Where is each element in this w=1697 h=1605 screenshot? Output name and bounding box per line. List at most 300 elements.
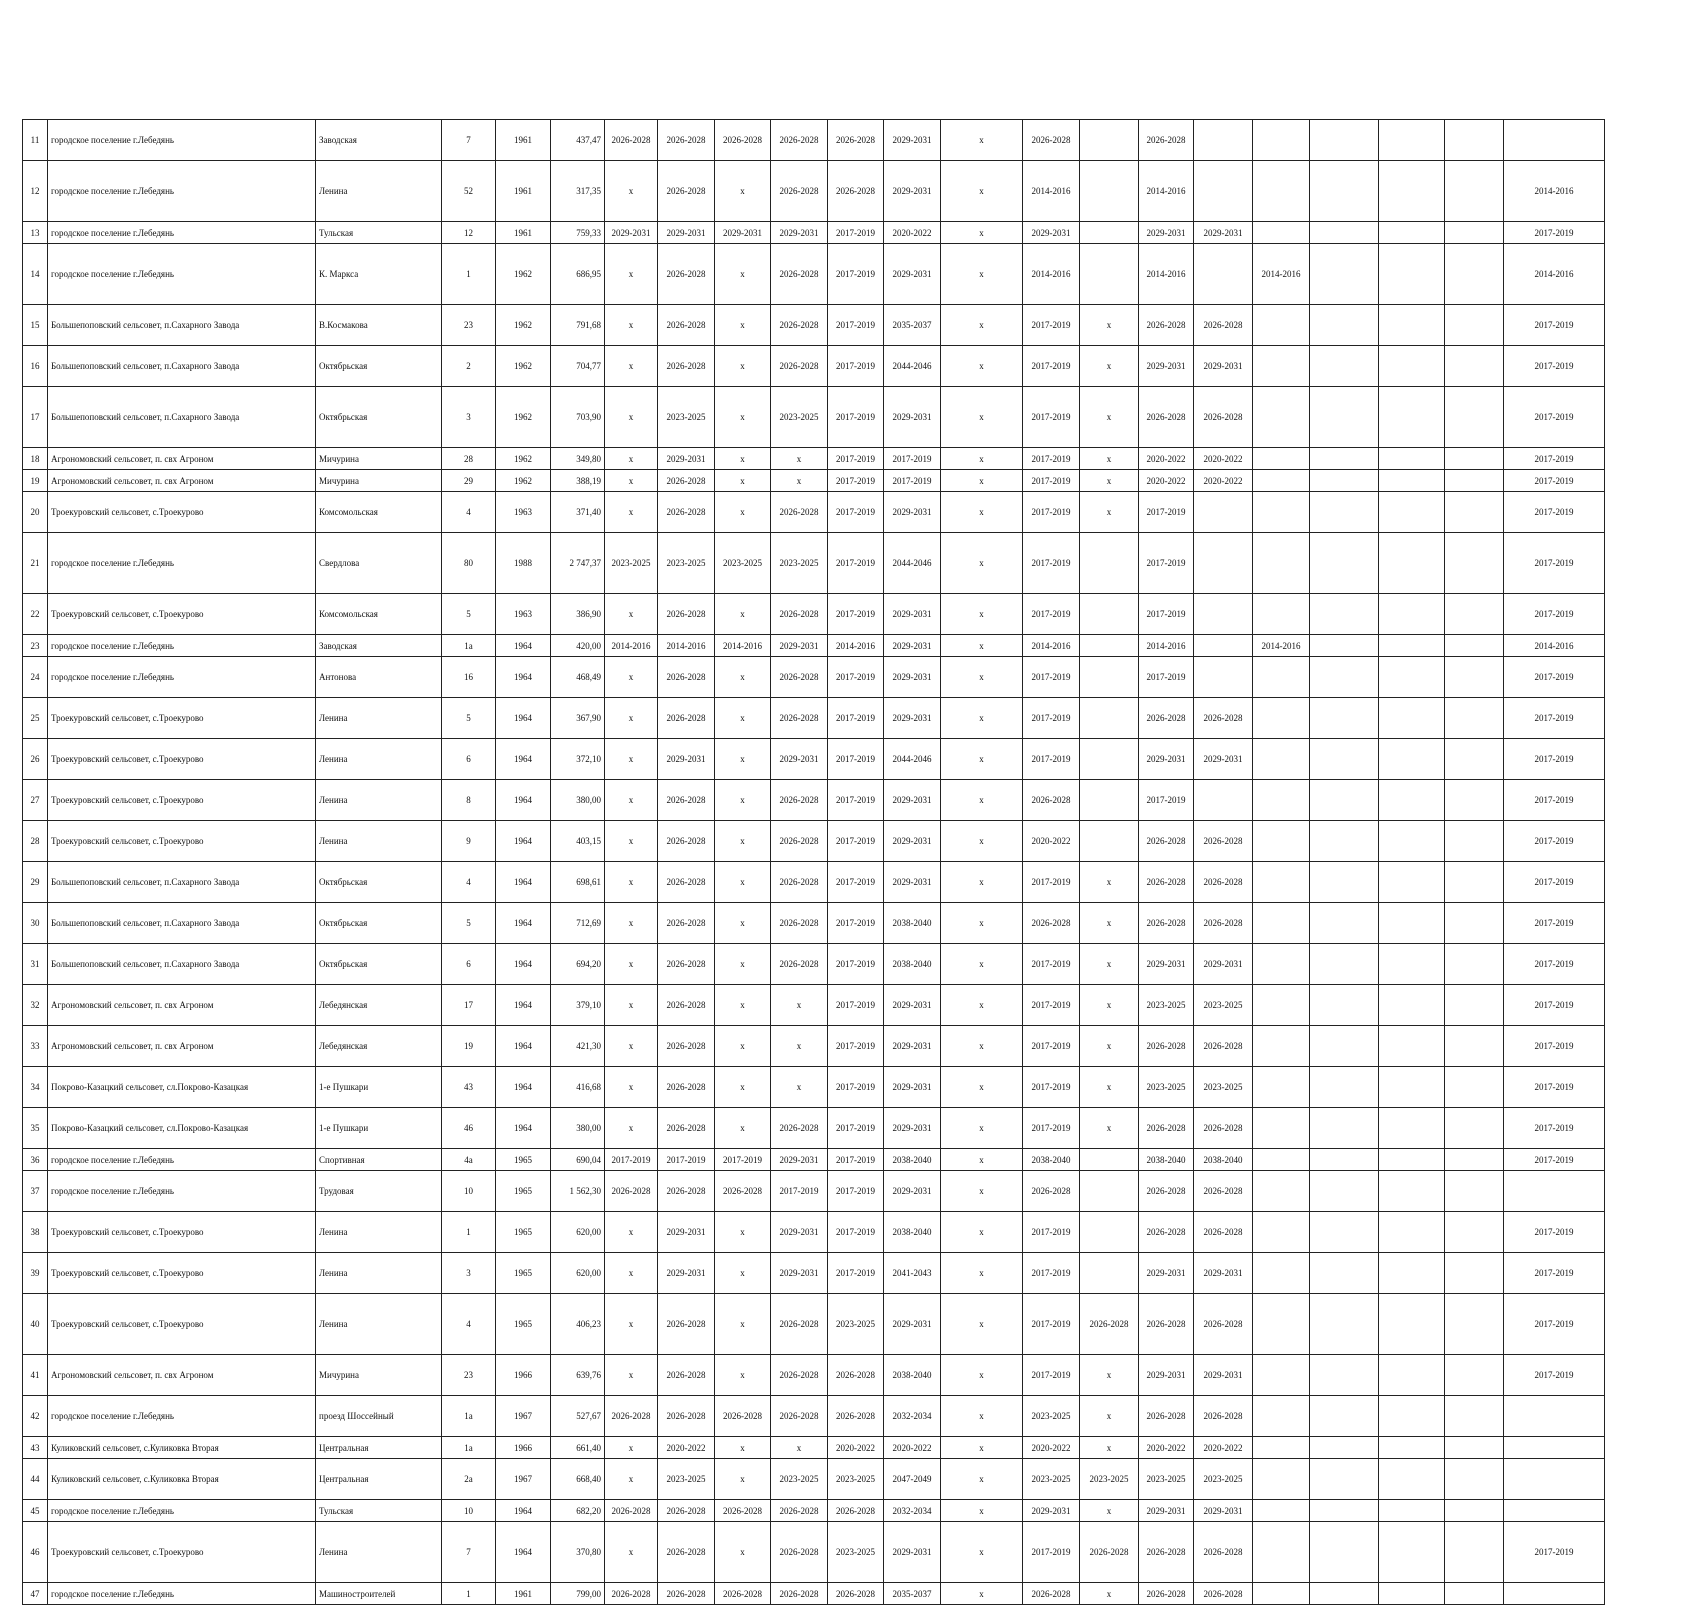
- municipality-cell: Троекуровский сельсовет, с.Троекурово: [48, 1253, 316, 1294]
- repair-period-cell: 2029-2031: [884, 492, 941, 533]
- row-number-cell: 42: [23, 1396, 48, 1437]
- repair-period-cell: х: [941, 1459, 1023, 1500]
- repair-period-cell: х: [941, 1500, 1023, 1522]
- repair-period-cell: 2029-2031: [1139, 1355, 1194, 1396]
- repair-period-cell: [1379, 1355, 1445, 1396]
- repair-period-cell: [1253, 1355, 1310, 1396]
- repair-period-cell: 2038-2040: [884, 944, 941, 985]
- repair-period-cell: [1379, 1253, 1445, 1294]
- repair-period-cell: 2014-2016: [1253, 244, 1310, 305]
- repair-period-cell: 2023-2025: [1139, 985, 1194, 1026]
- repair-period-cell: [1080, 533, 1139, 594]
- repair-period-cell: [1445, 1522, 1504, 1583]
- repair-period-cell: 2023-2025: [828, 1459, 884, 1500]
- repair-period-cell: 2038-2040: [884, 903, 941, 944]
- repair-period-cell: [1310, 305, 1379, 346]
- repair-period-cell: 2017-2019: [828, 470, 884, 492]
- municipality-cell: Большепоповский сельсовет, п.Сахарного Завода: [48, 903, 316, 944]
- repair-period-cell: 2026-2028: [771, 1396, 828, 1437]
- repair-period-cell: х: [605, 1067, 658, 1108]
- repair-period-cell: [1253, 821, 1310, 862]
- repair-period-cell: х: [605, 1437, 658, 1459]
- repair-period-cell: 2026-2028: [1194, 1212, 1253, 1253]
- repair-period-cell: [1310, 533, 1379, 594]
- repair-period-cell: 2029-2031: [1194, 944, 1253, 985]
- repair-period-cell: 2029-2031: [1139, 739, 1194, 780]
- repair-period-cell: 2026-2028: [1023, 1583, 1080, 1605]
- repair-period-cell: 2026-2028: [1194, 1294, 1253, 1355]
- house-number-cell: 4а: [442, 1149, 496, 1171]
- build-year-cell: 1964: [496, 1067, 551, 1108]
- repair-period-cell: [1310, 387, 1379, 448]
- row-number-cell: 31: [23, 944, 48, 985]
- repair-period-cell: 2026-2028: [715, 1396, 771, 1437]
- repair-period-cell: [1379, 1171, 1445, 1212]
- repair-period-cell: 2017-2019: [884, 470, 941, 492]
- table-row: [23, 944, 1605, 985]
- area-cell: 317,35: [551, 161, 605, 222]
- repair-period-cell: 2029-2031: [884, 244, 941, 305]
- repair-period-cell: х: [715, 387, 771, 448]
- repair-period-cell: [1194, 780, 1253, 821]
- build-year-cell: 1964: [496, 780, 551, 821]
- repair-period-cell: [1253, 1253, 1310, 1294]
- repair-period-cell: 2017-2019: [1504, 780, 1605, 821]
- table-row: [23, 1294, 1605, 1355]
- repair-period-cell: [1080, 594, 1139, 635]
- repair-period-cell: 2026-2028: [771, 161, 828, 222]
- repair-period-cell: 2017-2019: [1504, 903, 1605, 944]
- repair-period-cell: [1253, 1212, 1310, 1253]
- table-row: [23, 161, 1605, 222]
- row-number-cell: 41: [23, 1355, 48, 1396]
- repair-period-cell: 2044-2046: [884, 346, 941, 387]
- repair-period-cell: 2029-2031: [1194, 1355, 1253, 1396]
- municipality-cell: Куликовский сельсовет, с.Куликовка Вторая: [48, 1437, 316, 1459]
- repair-period-cell: [1194, 492, 1253, 533]
- repair-period-cell: 2026-2028: [1194, 1396, 1253, 1437]
- repair-period-cell: х: [605, 780, 658, 821]
- area-cell: 682,20: [551, 1500, 605, 1522]
- row-number-cell: 13: [23, 222, 48, 244]
- repair-period-cell: [1445, 1500, 1504, 1522]
- repair-period-cell: 2017-2019: [1504, 346, 1605, 387]
- repair-period-cell: [1445, 387, 1504, 448]
- area-cell: 712,69: [551, 903, 605, 944]
- repair-period-cell: [1310, 222, 1379, 244]
- repair-period-cell: 2026-2028: [1194, 305, 1253, 346]
- table-row: [23, 1108, 1605, 1149]
- repair-period-cell: [1445, 1212, 1504, 1253]
- street-cell: Тульская: [316, 222, 442, 244]
- repair-period-cell: 2026-2028: [771, 944, 828, 985]
- house-number-cell: 8: [442, 780, 496, 821]
- repair-period-cell: [1080, 1171, 1139, 1212]
- repair-period-cell: [1310, 1500, 1379, 1522]
- repair-period-cell: 2038-2040: [1023, 1149, 1080, 1171]
- repair-period-cell: х: [1080, 862, 1139, 903]
- repair-period-cell: [1445, 985, 1504, 1026]
- repair-period-cell: 2026-2028: [771, 492, 828, 533]
- repair-period-cell: 2026-2028: [1139, 698, 1194, 739]
- repair-period-cell: х: [605, 1355, 658, 1396]
- repair-period-cell: [1253, 594, 1310, 635]
- repair-period-cell: 2023-2025: [771, 533, 828, 594]
- repair-period-cell: [1194, 244, 1253, 305]
- repair-period-cell: х: [605, 1459, 658, 1500]
- table-row: [23, 821, 1605, 862]
- repair-period-cell: 2026-2028: [771, 120, 828, 161]
- row-number-cell: 15: [23, 305, 48, 346]
- street-cell: Октябрьская: [316, 862, 442, 903]
- repair-period-cell: х: [605, 1253, 658, 1294]
- repair-period-cell: [1253, 305, 1310, 346]
- repair-period-cell: 2017-2019: [1504, 1108, 1605, 1149]
- repair-period-cell: [1445, 635, 1504, 657]
- repair-period-cell: [1379, 244, 1445, 305]
- row-number-cell: 43: [23, 1437, 48, 1459]
- repair-period-cell: [1445, 222, 1504, 244]
- repair-period-cell: 2026-2028: [1139, 862, 1194, 903]
- row-number-cell: 46: [23, 1522, 48, 1583]
- table-row: [23, 1522, 1605, 1583]
- repair-period-cell: 2017-2019: [1023, 1026, 1080, 1067]
- repair-period-cell: 2023-2025: [1023, 1396, 1080, 1437]
- repair-period-cell: 2017-2019: [828, 305, 884, 346]
- repair-period-cell: [1445, 657, 1504, 698]
- table-row: [23, 1026, 1605, 1067]
- repair-period-cell: 2029-2031: [658, 739, 715, 780]
- area-cell: 406,23: [551, 1294, 605, 1355]
- repair-period-cell: х: [715, 1437, 771, 1459]
- repair-period-cell: [1310, 1522, 1379, 1583]
- repair-period-cell: [1379, 1108, 1445, 1149]
- repair-period-cell: 2014-2016: [1139, 635, 1194, 657]
- area-cell: 468,49: [551, 657, 605, 698]
- repair-period-cell: [1445, 1583, 1504, 1605]
- table-row: [23, 739, 1605, 780]
- table-row: [23, 120, 1605, 161]
- build-year-cell: 1965: [496, 1171, 551, 1212]
- repair-period-cell: 2026-2028: [828, 1396, 884, 1437]
- house-number-cell: 7: [442, 1522, 496, 1583]
- municipality-cell: Троекуровский сельсовет, с.Троекурово: [48, 780, 316, 821]
- repair-period-cell: [1379, 222, 1445, 244]
- repair-period-cell: 2026-2028: [828, 120, 884, 161]
- repair-period-cell: 2029-2031: [771, 1212, 828, 1253]
- municipality-cell: Большепоповский сельсовет, п.Сахарного Завода: [48, 346, 316, 387]
- repair-period-cell: 2038-2040: [1139, 1149, 1194, 1171]
- row-number-cell: 27: [23, 780, 48, 821]
- repair-period-cell: 2026-2028: [658, 120, 715, 161]
- repair-period-cell: х: [1080, 448, 1139, 470]
- repair-period-cell: 2017-2019: [1023, 1253, 1080, 1294]
- build-year-cell: 1962: [496, 244, 551, 305]
- table-row: [23, 1583, 1605, 1605]
- area-cell: 620,00: [551, 1253, 605, 1294]
- table-row: [23, 448, 1605, 470]
- repair-period-cell: [1504, 1500, 1605, 1522]
- repair-period-cell: 2026-2028: [658, 944, 715, 985]
- repair-period-cell: х: [715, 244, 771, 305]
- repair-period-cell: х: [715, 1067, 771, 1108]
- repair-period-cell: [1379, 739, 1445, 780]
- row-number-cell: 32: [23, 985, 48, 1026]
- repair-period-cell: 2017-2019: [1023, 594, 1080, 635]
- repair-period-cell: х: [605, 492, 658, 533]
- repair-period-cell: х: [941, 1067, 1023, 1108]
- build-year-cell: 1962: [496, 305, 551, 346]
- municipality-cell: городское поселение г.Лебедянь: [48, 161, 316, 222]
- repair-period-cell: [1253, 492, 1310, 533]
- area-cell: 379,10: [551, 985, 605, 1026]
- build-year-cell: 1962: [496, 448, 551, 470]
- repair-period-cell: 2017-2019: [828, 985, 884, 1026]
- repair-period-cell: 2026-2028: [828, 1500, 884, 1522]
- repair-period-cell: 2017-2019: [1139, 657, 1194, 698]
- repair-period-cell: 2017-2019: [1139, 594, 1194, 635]
- repair-period-cell: х: [605, 161, 658, 222]
- repair-period-cell: [1253, 698, 1310, 739]
- repair-period-cell: х: [771, 1437, 828, 1459]
- repair-period-cell: х: [941, 1171, 1023, 1212]
- street-cell: Ленина: [316, 821, 442, 862]
- repair-period-cell: [1504, 1437, 1605, 1459]
- repair-period-cell: [1310, 862, 1379, 903]
- repair-period-cell: х: [715, 161, 771, 222]
- build-year-cell: 1966: [496, 1437, 551, 1459]
- house-number-cell: 19: [442, 1026, 496, 1067]
- repair-period-cell: х: [715, 821, 771, 862]
- repair-period-cell: 2017-2019: [828, 448, 884, 470]
- repair-period-cell: х: [941, 305, 1023, 346]
- house-number-cell: 10: [442, 1500, 496, 1522]
- house-number-cell: 2а: [442, 1459, 496, 1500]
- repair-period-cell: 2026-2028: [828, 161, 884, 222]
- house-number-cell: 4: [442, 862, 496, 903]
- table-row: [23, 1355, 1605, 1396]
- area-cell: 1 562,30: [551, 1171, 605, 1212]
- repair-period-cell: 2023-2025: [1194, 1459, 1253, 1500]
- repair-period-cell: 2026-2028: [658, 1396, 715, 1437]
- repair-period-cell: 2026-2028: [1139, 903, 1194, 944]
- repair-period-cell: 2026-2028: [1139, 821, 1194, 862]
- municipality-cell: Троекуровский сельсовет, с.Троекурово: [48, 1294, 316, 1355]
- build-year-cell: 1964: [496, 1500, 551, 1522]
- house-number-cell: 1а: [442, 1396, 496, 1437]
- repair-period-cell: х: [941, 944, 1023, 985]
- repair-period-cell: [1379, 903, 1445, 944]
- repair-period-cell: х: [1080, 1437, 1139, 1459]
- repair-period-cell: [1310, 1437, 1379, 1459]
- repair-period-cell: [1445, 1108, 1504, 1149]
- street-cell: Мичурина: [316, 448, 442, 470]
- repair-period-cell: 2029-2031: [884, 780, 941, 821]
- schedule-table: [22, 119, 1605, 1605]
- repair-period-cell: 2032-2034: [884, 1396, 941, 1437]
- build-year-cell: 1961: [496, 161, 551, 222]
- street-cell: Трудовая: [316, 1171, 442, 1212]
- table-row: [23, 470, 1605, 492]
- repair-period-cell: [1445, 698, 1504, 739]
- repair-period-cell: 2026-2028: [658, 780, 715, 821]
- repair-period-cell: [1253, 780, 1310, 821]
- row-number-cell: 38: [23, 1212, 48, 1253]
- repair-period-cell: 2017-2019: [1504, 1212, 1605, 1253]
- municipality-cell: Троекуровский сельсовет, с.Троекурово: [48, 594, 316, 635]
- repair-period-cell: [1310, 1212, 1379, 1253]
- repair-period-cell: 2038-2040: [1194, 1149, 1253, 1171]
- repair-period-cell: [1379, 698, 1445, 739]
- street-cell: проезд Шоссейный: [316, 1396, 442, 1437]
- repair-period-cell: [1445, 1355, 1504, 1396]
- repair-period-cell: [1310, 1108, 1379, 1149]
- repair-period-cell: х: [1080, 1396, 1139, 1437]
- repair-period-cell: х: [941, 1026, 1023, 1067]
- table-row: [23, 244, 1605, 305]
- repair-period-cell: 2017-2019: [1504, 1067, 1605, 1108]
- build-year-cell: 1961: [496, 120, 551, 161]
- repair-period-cell: 2029-2031: [1194, 739, 1253, 780]
- repair-period-cell: [1310, 635, 1379, 657]
- repair-period-cell: 2026-2028: [1139, 1583, 1194, 1605]
- repair-period-cell: [1379, 862, 1445, 903]
- repair-period-cell: 2029-2031: [1139, 1253, 1194, 1294]
- repair-period-cell: х: [715, 985, 771, 1026]
- area-cell: 372,10: [551, 739, 605, 780]
- repair-period-cell: 2014-2016: [828, 635, 884, 657]
- repair-period-cell: 2017-2019: [828, 698, 884, 739]
- area-cell: 2 747,37: [551, 533, 605, 594]
- repair-period-cell: 2023-2025: [828, 1294, 884, 1355]
- repair-period-cell: 2026-2028: [658, 161, 715, 222]
- build-year-cell: 1964: [496, 903, 551, 944]
- repair-period-cell: [1253, 161, 1310, 222]
- repair-period-cell: [1253, 533, 1310, 594]
- repair-period-cell: [1379, 985, 1445, 1026]
- repair-period-cell: [1080, 635, 1139, 657]
- repair-period-cell: [1379, 305, 1445, 346]
- repair-period-cell: х: [941, 120, 1023, 161]
- repair-period-cell: х: [605, 1294, 658, 1355]
- repair-period-cell: [1445, 1294, 1504, 1355]
- repair-period-cell: х: [1080, 305, 1139, 346]
- repair-period-cell: [1379, 594, 1445, 635]
- build-year-cell: 1965: [496, 1294, 551, 1355]
- repair-period-cell: [1379, 1212, 1445, 1253]
- repair-period-cell: х: [1080, 985, 1139, 1026]
- repair-period-cell: [1080, 244, 1139, 305]
- table-row: [23, 780, 1605, 821]
- repair-period-cell: х: [941, 1583, 1023, 1605]
- repair-period-cell: 2029-2031: [884, 821, 941, 862]
- build-year-cell: 1964: [496, 657, 551, 698]
- repair-period-cell: [1379, 1500, 1445, 1522]
- area-cell: 620,00: [551, 1212, 605, 1253]
- build-year-cell: 1961: [496, 1583, 551, 1605]
- street-cell: Заводская: [316, 120, 442, 161]
- repair-period-cell: 2017-2019: [1504, 862, 1605, 903]
- area-cell: 370,80: [551, 1522, 605, 1583]
- street-cell: Комсомольская: [316, 594, 442, 635]
- repair-period-cell: 2029-2031: [1194, 1253, 1253, 1294]
- repair-period-cell: 2020-2022: [1023, 821, 1080, 862]
- municipality-cell: Большепоповский сельсовет, п.Сахарного Завода: [48, 944, 316, 985]
- repair-period-cell: 2017-2019: [658, 1149, 715, 1171]
- repair-period-cell: [1379, 346, 1445, 387]
- repair-period-cell: х: [715, 780, 771, 821]
- repair-period-cell: 2026-2028: [605, 1396, 658, 1437]
- repair-period-cell: 2029-2031: [1194, 1500, 1253, 1522]
- table-row: [23, 594, 1605, 635]
- repair-period-cell: х: [715, 492, 771, 533]
- repair-period-cell: 2026-2028: [658, 985, 715, 1026]
- repair-period-cell: х: [715, 1294, 771, 1355]
- repair-period-cell: [1253, 1294, 1310, 1355]
- repair-period-cell: 2017-2019: [828, 1067, 884, 1108]
- table-row: [23, 635, 1605, 657]
- house-number-cell: 1: [442, 1583, 496, 1605]
- repair-period-cell: 2029-2031: [1194, 346, 1253, 387]
- row-number-cell: 30: [23, 903, 48, 944]
- repair-period-cell: 2017-2019: [1504, 492, 1605, 533]
- repair-period-cell: 2023-2025: [1139, 1459, 1194, 1500]
- repair-period-cell: [1310, 448, 1379, 470]
- repair-period-cell: 2023-2025: [1139, 1067, 1194, 1108]
- repair-period-cell: [1445, 305, 1504, 346]
- repair-period-cell: 2026-2028: [715, 120, 771, 161]
- repair-period-cell: [1379, 1149, 1445, 1171]
- street-cell: Машиностроителей: [316, 1583, 442, 1605]
- row-number-cell: 35: [23, 1108, 48, 1149]
- repair-period-cell: [1253, 222, 1310, 244]
- municipality-cell: городское поселение г.Лебедянь: [48, 1396, 316, 1437]
- repair-period-cell: 2017-2019: [1023, 1067, 1080, 1108]
- repair-period-cell: [1310, 821, 1379, 862]
- repair-period-cell: 2029-2031: [605, 222, 658, 244]
- build-year-cell: 1964: [496, 985, 551, 1026]
- street-cell: 1-е Пушкари: [316, 1108, 442, 1149]
- repair-period-cell: [1253, 346, 1310, 387]
- repair-period-cell: 2026-2028: [1194, 698, 1253, 739]
- repair-period-cell: х: [1080, 346, 1139, 387]
- repair-period-cell: 2032-2034: [884, 1500, 941, 1522]
- municipality-cell: городское поселение г.Лебедянь: [48, 1500, 316, 1522]
- repair-period-cell: 2017-2019: [828, 492, 884, 533]
- repair-period-cell: 2017-2019: [1023, 492, 1080, 533]
- street-cell: Тульская: [316, 1500, 442, 1522]
- repair-period-cell: х: [715, 594, 771, 635]
- repair-period-cell: 2026-2028: [658, 492, 715, 533]
- street-cell: 1-е Пушкари: [316, 1067, 442, 1108]
- build-year-cell: 1964: [496, 1108, 551, 1149]
- street-cell: Лебедянская: [316, 1026, 442, 1067]
- build-year-cell: 1963: [496, 594, 551, 635]
- street-cell: Ленина: [316, 739, 442, 780]
- repair-period-cell: х: [715, 305, 771, 346]
- repair-period-cell: х: [1080, 903, 1139, 944]
- repair-period-cell: х: [771, 1067, 828, 1108]
- area-cell: 799,00: [551, 1583, 605, 1605]
- repair-period-cell: 2026-2028: [658, 305, 715, 346]
- repair-period-cell: х: [941, 222, 1023, 244]
- area-cell: 403,15: [551, 821, 605, 862]
- repair-period-cell: 2035-2037: [884, 305, 941, 346]
- repair-period-cell: 2026-2028: [658, 1522, 715, 1583]
- municipality-cell: городское поселение г.Лебедянь: [48, 1149, 316, 1171]
- repair-period-cell: [1080, 821, 1139, 862]
- repair-period-cell: 2017-2019: [828, 1212, 884, 1253]
